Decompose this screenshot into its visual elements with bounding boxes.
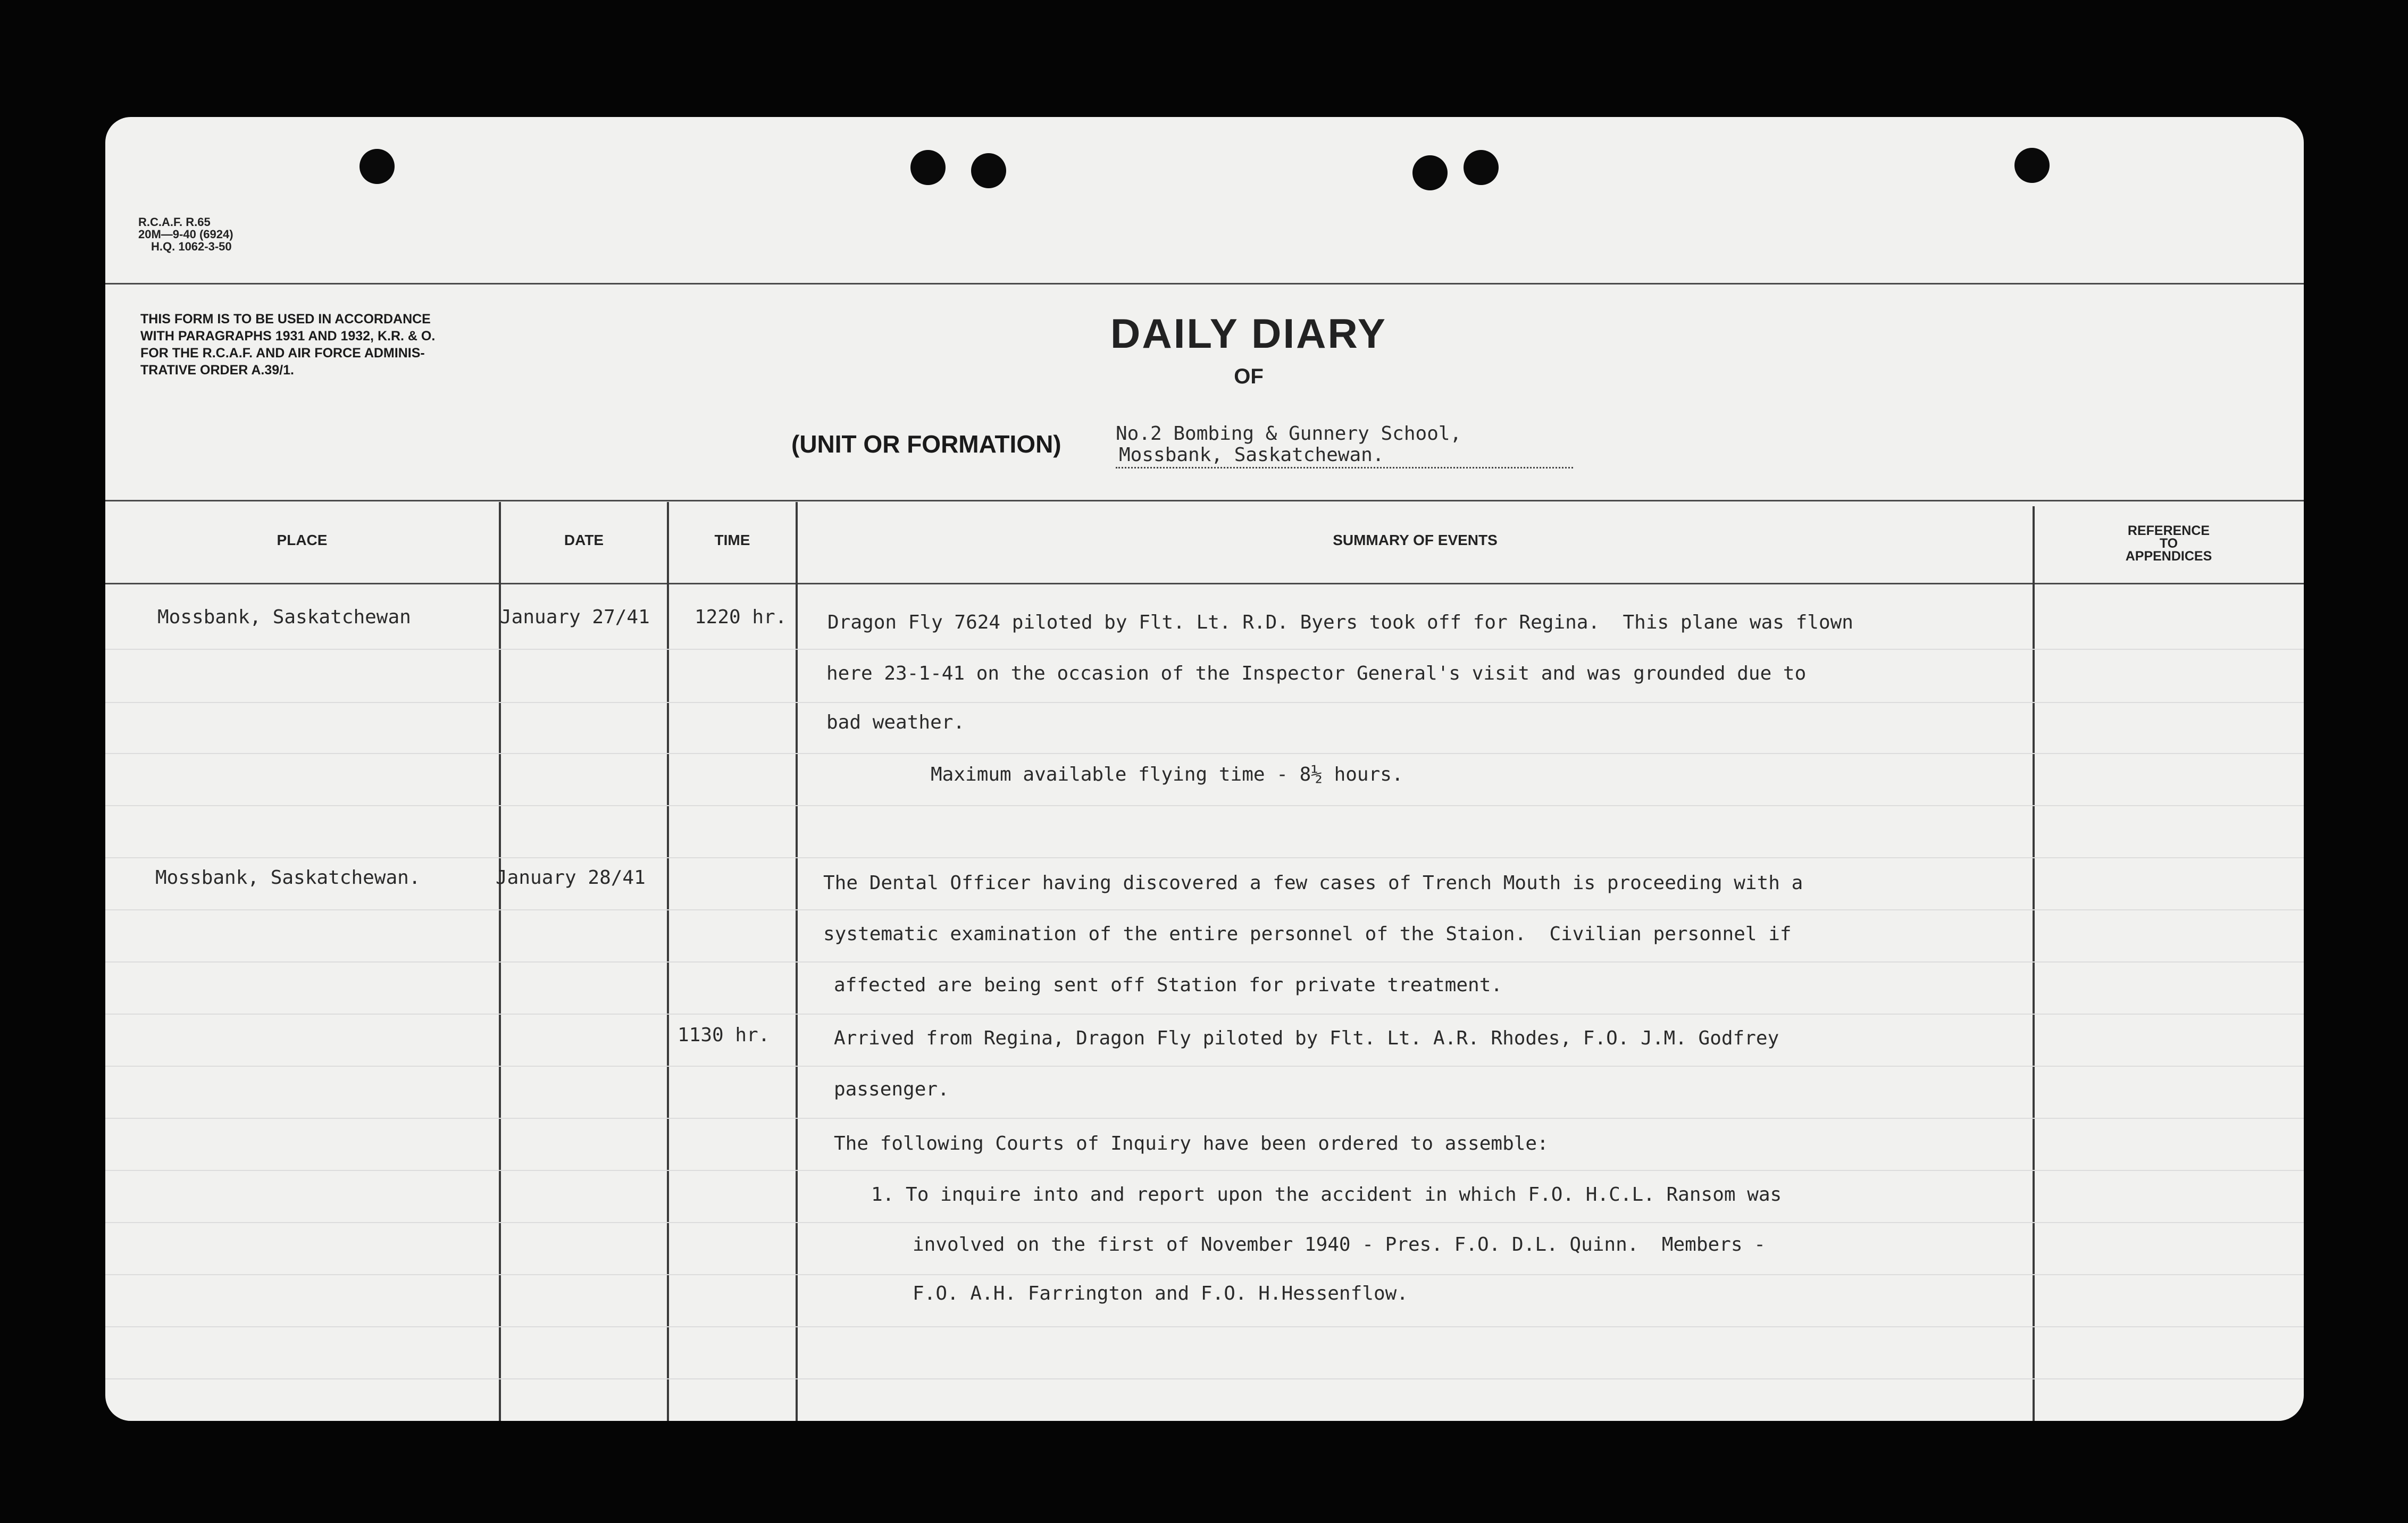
column-header-summary: SUMMARY OF EVENTS [1333, 532, 1498, 548]
punch-hole-6 [2014, 148, 2050, 183]
ruled-line [105, 1066, 2304, 1067]
notice-line: FOR THE R.C.A.F. AND AIR FORCE ADMINIS- [140, 346, 425, 361]
ruled-line [105, 1014, 2304, 1015]
form-code-line: 20M—9-40 (6924) [138, 228, 233, 241]
page-title: DAILY DIARY [1110, 310, 1387, 357]
notice-line: TRATIVE ORDER A.39/1. [140, 363, 294, 378]
entry-date: January 28/41 [496, 867, 646, 889]
summary-line: passenger. [834, 1078, 949, 1100]
unit-value [1116, 423, 1573, 468]
entry-place: Mossbank, Saskatchewan. [155, 867, 421, 889]
header-top-divider [105, 500, 2304, 501]
ruled-line [105, 649, 2304, 650]
summary-line: involved on the first of November 1940 - Pres. F.O. D.L. Quinn. Members - [913, 1234, 1766, 1256]
punch-hole-4 [1412, 155, 1448, 190]
header-bottom-divider [105, 583, 2304, 584]
entry-time: 1130 hr. [678, 1024, 770, 1046]
column-header-reference [2036, 524, 2302, 563]
summary-line: The Dental Officer having discovered a few cases of Trench Mouth is proceeding with a [823, 872, 1803, 894]
punch-hole-3 [971, 153, 1006, 188]
form-code-line: R.C.A.F. R.65 [138, 215, 211, 229]
reference-header-line: REFERENCE [2127, 523, 2210, 538]
ruled-line [105, 1222, 2304, 1223]
ruled-line [105, 1170, 2304, 1171]
ruled-line [105, 1118, 2304, 1119]
usage-notice [140, 311, 545, 379]
entry-time: 1220 hr. [695, 606, 787, 628]
ruled-line [105, 1274, 2304, 1275]
ruled-line [105, 753, 2304, 754]
summary-line: systematic examination of the entire personnel of the Staion. Civilian personnel if [823, 923, 1792, 945]
unit-label: (UNIT OR FORMATION) [791, 430, 1061, 458]
notice-line: WITH PARAGRAPHS 1931 AND 1932, K.R. & O. [140, 329, 436, 344]
summary-line: Dragon Fly 7624 piloted by Flt. Lt. R.D. Byers took off for Regina. This plane was flown [827, 612, 1853, 633]
unit-line: Mossbank, Saskatchewan. [1119, 444, 1384, 466]
title-of: OF [1234, 365, 1264, 388]
summary-line: bad weather. [826, 712, 965, 733]
column-header-date: DATE [564, 532, 604, 548]
summary-line: Maximum available flying time - 8½ hours. [931, 764, 1403, 785]
reference-header-line: TO [2159, 536, 2178, 551]
notice-line: THIS FORM IS TO BE USED IN ACCORDANCE [140, 312, 431, 327]
ruled-line [105, 1378, 2304, 1379]
diary-sheet [105, 117, 2304, 1421]
column-divider-4 [2033, 506, 2035, 1421]
form-code [138, 216, 233, 253]
unit-line: No.2 Bombing & Gunnery School, [1116, 423, 1462, 445]
summary-line: here 23-1-41 on the occasion of the Inspector General's visit and was grounded due to [826, 663, 1807, 684]
column-header-time: TIME [714, 532, 750, 548]
ruled-line [105, 702, 2304, 703]
summary-line: The following Courts of Inquiry have been ordered to assemble: [834, 1133, 1549, 1154]
punch-hole-2 [910, 150, 946, 185]
column-header-place: PLACE [277, 532, 328, 548]
ruled-line [105, 857, 2304, 858]
ruled-line [105, 961, 2304, 963]
punch-hole-5 [1464, 150, 1499, 185]
ruled-line [105, 909, 2304, 910]
entry-date: January 27/41 [500, 606, 650, 628]
top-divider [105, 283, 2304, 284]
reference-header-line: APPENDICES [2125, 549, 2212, 564]
ruled-line [105, 805, 2304, 806]
punch-hole-1 [359, 149, 395, 184]
entry-place: Mossbank, Saskatchewan [157, 606, 411, 628]
summary-line: Arrived from Regina, Dragon Fly piloted by Flt. Lt. A.R. Rhodes, F.O. J.M. Godfrey [834, 1027, 1779, 1049]
summary-line: 1. To inquire into and report upon the accident in which F.O. H.C.L. Ransom was [871, 1184, 1782, 1206]
summary-line: F.O. A.H. Farrington and F.O. H.Hessenflow. [913, 1283, 1408, 1304]
summary-line: affected are being sent off Station for private treatment. [834, 974, 1503, 996]
ruled-line [105, 1326, 2304, 1327]
form-code-line: H.Q. 1062-3-50 [151, 240, 232, 253]
